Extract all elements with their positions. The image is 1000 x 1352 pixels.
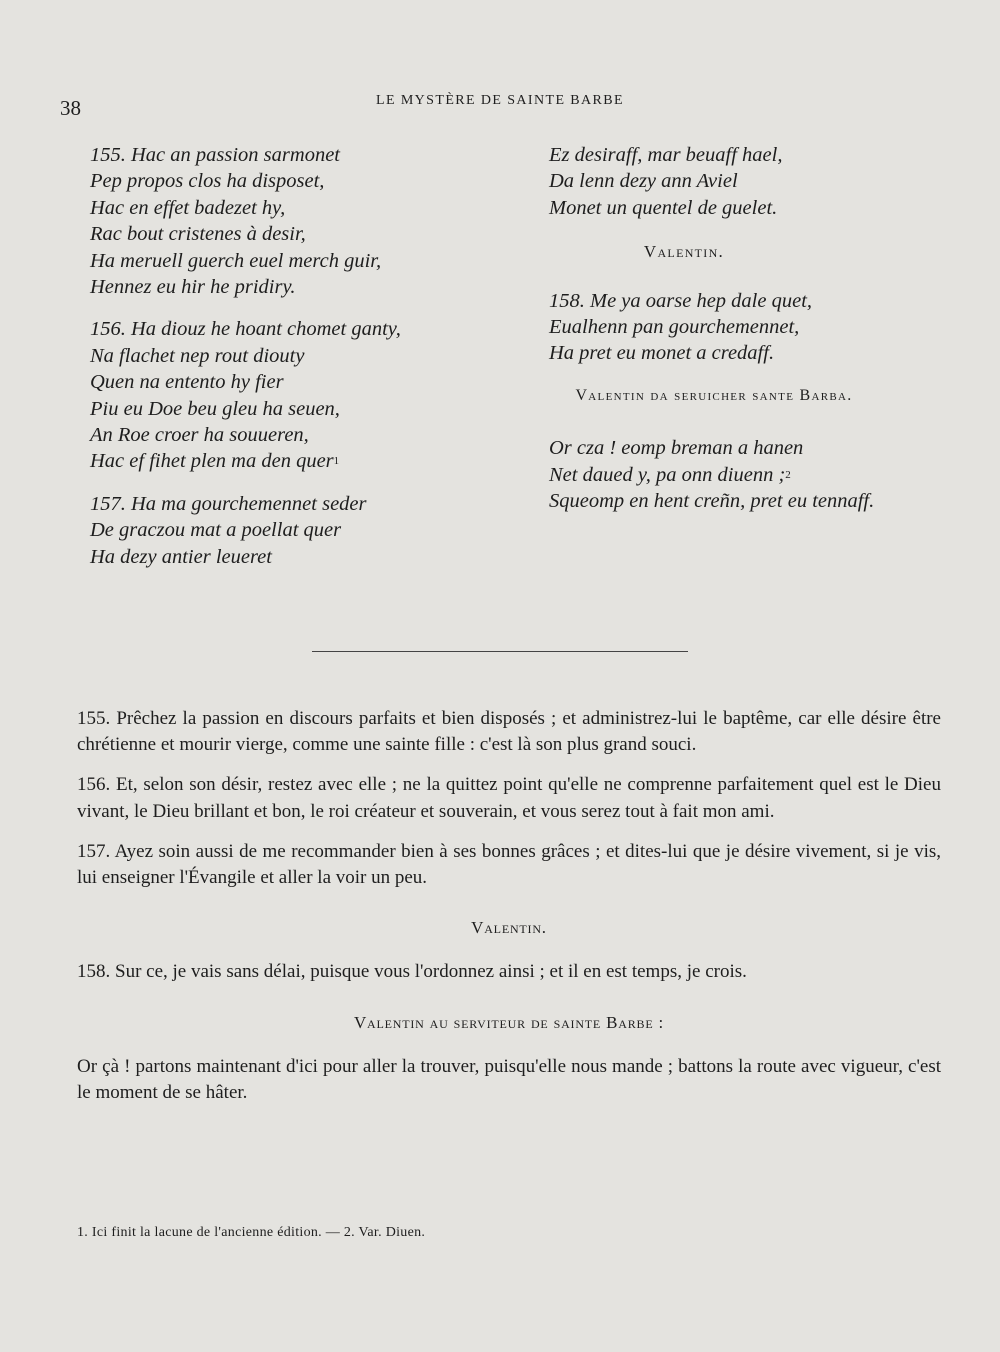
verse-text: Hac ef fihet plen ma den quer — [90, 450, 334, 473]
stanza-157 — [90, 491, 490, 570]
verse-line: Da lenn dezy ann Aviel — [549, 170, 738, 193]
verse-line: Quen na entento hy fier — [90, 371, 284, 394]
verse-line: 157. Ha ma gourchemennet seder — [90, 492, 367, 515]
stanza-156 — [90, 316, 490, 474]
verse-line: Eualhenn pan gourchemennet, — [549, 316, 800, 339]
verse-line: Or cza ! eomp breman a hanen — [549, 437, 804, 460]
verse-line: De graczou mat a poellat quer — [90, 519, 342, 542]
verse-line: Na flachet nep rout diouty — [90, 344, 305, 367]
verse-line: Monet un quentel de guelet. — [549, 196, 778, 219]
footnote-mark: 2 — [785, 468, 791, 481]
verse-line: 158. Me ya oarse hep dale quet, — [549, 289, 813, 312]
translation-paragraph: 158. Sur ce, je vais sans délai, puisque vous l'ordonnez ainsi ; et il en est temps, je crois. — [77, 961, 747, 983]
verse-line: 156. Ha diouz he hoant chomet ganty, — [90, 318, 401, 341]
page-number: 38 — [60, 96, 81, 120]
verse-text: Net daued y, pa onn diuenn ; — [549, 463, 786, 486]
speaker-heading: Valentin. — [471, 918, 547, 938]
verse-line: Ez desiraff, mar beuaff hael, — [549, 144, 783, 166]
verse-line: Pep propos clos ha disposet, — [90, 170, 325, 193]
speaker-heading: Valentin au serviteur de sainte Barbe : — [353, 1012, 665, 1032]
french-translation — [77, 706, 941, 1120]
speaker-heading: Valentin. — [643, 242, 725, 262]
verse-line: Hac en effet badezet hy, — [90, 196, 286, 219]
verse-line: An Roe croer ha souueren, — [90, 424, 309, 447]
running-title: LE MYSTÈRE DE SAINTE BARBE — [376, 93, 624, 108]
separator-rule — [312, 651, 688, 652]
translation-paragraph: 157. Ayez soin aussi de me recommander bien à ses bonnes grâces ; et dites-lui que je désire vivement, si je vis, lui enseigner l'Évangile et aller la voir un peu. — [77, 840, 941, 889]
verse-line: 155. Hac an passion sarmonet — [90, 144, 340, 166]
stanza-155 — [90, 142, 490, 300]
verse-line: Ha pret eu monet a credaff. — [549, 342, 775, 365]
breton-left-column — [90, 142, 490, 586]
verse-line — [90, 448, 490, 474]
verse-line: Squeomp en hent creñn, pret eu tennaff. — [549, 490, 875, 513]
translation-paragraph: 155. Prêchez la passion en discours parfaits et bien disposés ; et administrez-lui le baptême, car elle désire être chrétienne et mourir vierge, comme une sainte fille : c'est là son plus grand souci. — [77, 708, 941, 756]
verse-line: Ha dezy antier leueret — [90, 545, 272, 568]
translation-paragraph: 156. Et, selon son désir, restez avec elle ; ne la quittez point qu'elle ne comprenne parfaitement quel est le Dieu vivant, le Dieu brillant et bon, le roi créateur et souverain, et vous serez tout à fait mon ami. — [77, 774, 941, 822]
footnotes: 1. Ici finit la lacune de l'ancienne édition. — 2. Var. Diuen. — [77, 1225, 426, 1240]
footnote-mark: 1 — [333, 455, 340, 468]
stanza-final — [549, 435, 949, 514]
stanza-158 — [549, 288, 949, 367]
verse-line: Piu eu Doe beu gleu ha seuen, — [90, 397, 340, 420]
speaker-heading: Valentin da seruicher sante Barba. — [575, 386, 853, 404]
verse-line: Ha meruell guerch euel merch guir, — [90, 249, 382, 272]
verse-line: Rac bout cristenes à desir, — [90, 223, 306, 246]
stanza-157-continued — [549, 142, 949, 221]
verse-line — [549, 462, 949, 488]
verse-line: Hennez eu hir he pridiry. — [90, 276, 296, 299]
breton-right-column — [549, 142, 949, 530]
translation-paragraph: Or çà ! partons maintenant d'ici pour aller la trouver, puisqu'elle nous mande ; battons la route avec vigueur, c'est le moment de se hâter. — [77, 1055, 941, 1104]
